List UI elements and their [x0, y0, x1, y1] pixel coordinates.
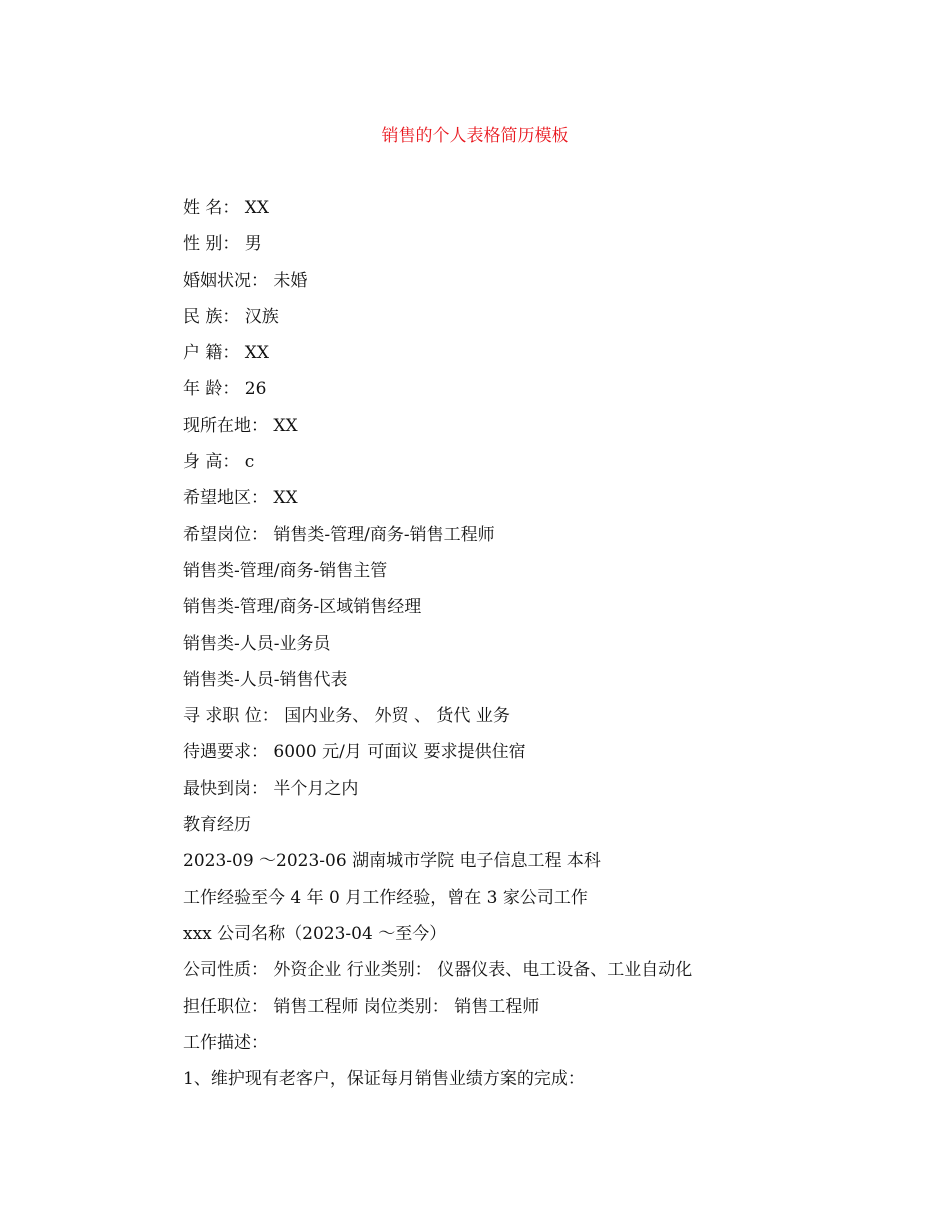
resume-line: 姓 名： XX [183, 198, 270, 218]
resume-line: 婚姻状况： 未婚 [183, 270, 308, 291]
resume-line: 性 别： 男 [183, 234, 262, 255]
resume-line: 工作经验至今 4 年 0 月工作经验，曾在 3 家公司工作 [183, 887, 588, 908]
resume-lines [183, 195, 883, 1102]
resume-line: 寻 求职 位： 国内业务、 外贸 、 货代 业务 [183, 706, 510, 727]
resume-line: 待遇要求： 6000 元/月 可面议 要求提供住宿 [183, 742, 526, 763]
resume-line: 民 族： 汉族 [183, 306, 279, 327]
resume-line: 销售类-管理/商务-销售主管 [183, 560, 388, 581]
resume-line: 销售类-人员-业务员 [183, 633, 331, 654]
resume-line: 身 高： c [183, 452, 255, 473]
resume-line: 希望岗位： 销售类-管理/商务-销售工程师 [183, 524, 495, 545]
resume-line: xxx 公司名称（2023-04 ～至今） [183, 923, 447, 944]
resume-line: 销售类-人员-销售代表 [183, 669, 348, 690]
resume-line: 户 籍： XX [183, 343, 270, 364]
resume-line: 公司性质： 外资企业 行业类别： 仪器仪表、电工设备、工业自动化 [183, 960, 693, 981]
section-heading-work-description: 工作描述： [183, 1032, 268, 1053]
document-title: 销售的个人表格简历模板 [381, 126, 569, 146]
resume-line: 年 龄： 26 [183, 379, 267, 400]
resume-line: 1、维护现有老客户，保证每月销售业绩方案的完成： [183, 1069, 585, 1090]
resume-line: 现所在地： XX [183, 415, 298, 436]
resume-line: 最快到岗： 半个月之内 [183, 778, 359, 799]
resume-line: 担任职位： 销售工程师 岗位类别： 销售工程师 [183, 996, 540, 1017]
resume-line: 2023-09 ～2023-06 湖南城市学院 电子信息工程 本科 [183, 851, 601, 872]
resume-line: 希望地区： XX [183, 488, 298, 509]
resume-line: 销售类-管理/商务-区域销售经理 [183, 597, 422, 618]
section-heading-education: 教育经历 [183, 815, 251, 836]
